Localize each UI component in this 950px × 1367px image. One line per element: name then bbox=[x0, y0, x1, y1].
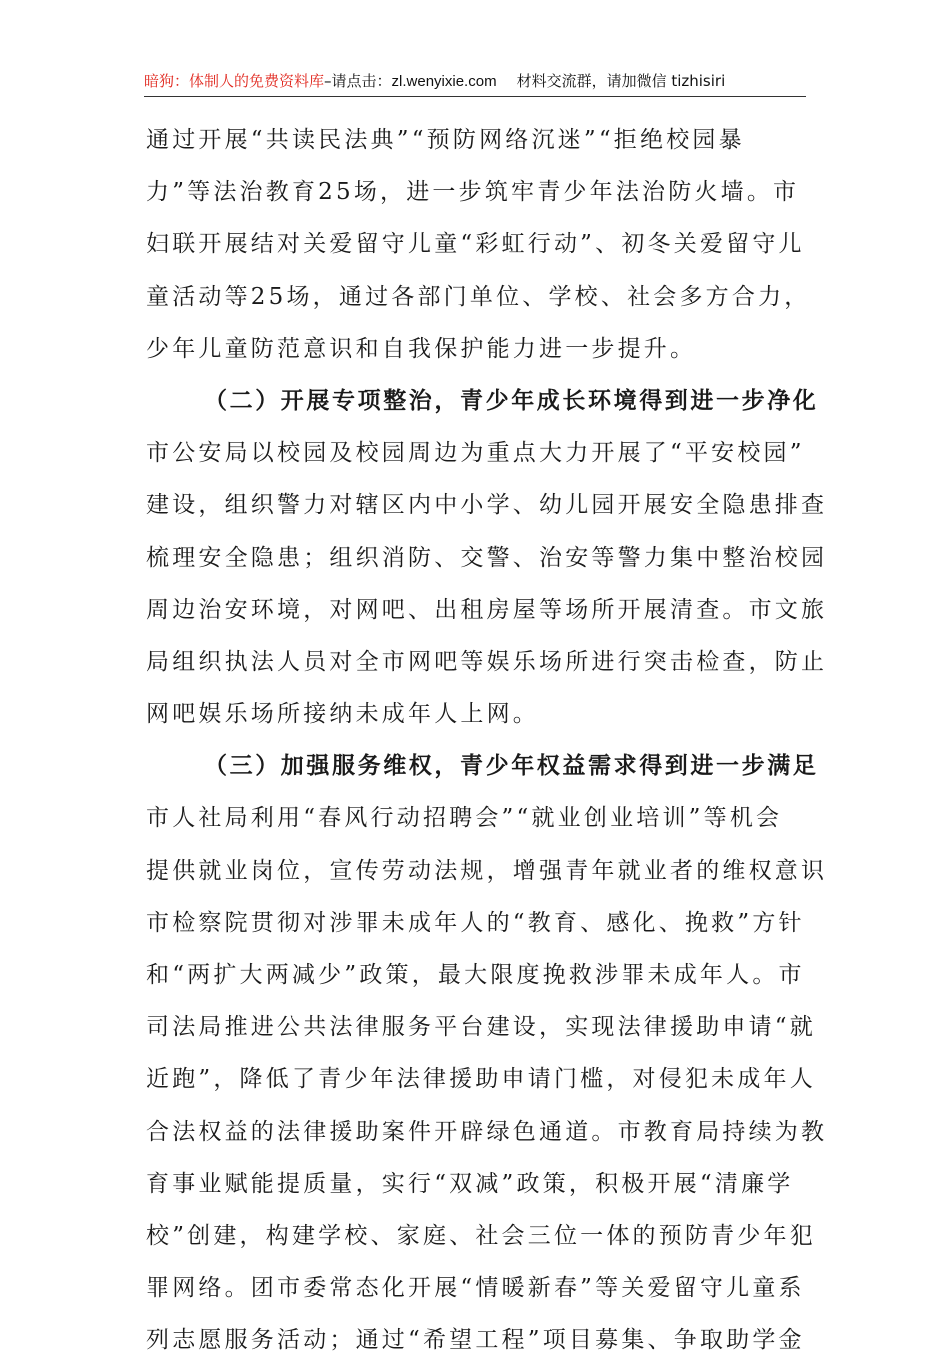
body-line: 局组织执法人员对全市网吧等娱乐场所进行突击检查，防止 bbox=[146, 648, 828, 675]
body-line: 合法权益的法律援助案件开辟绿色通道。市教育局持续为教 bbox=[146, 1118, 828, 1145]
body-line: 市公安局以校园及校园周边为重点大力开展了“平安校园” bbox=[146, 440, 805, 467]
body-line: 罪网络。团市委常态化开展“情暖新春”等关爱留守儿童系 bbox=[146, 1275, 805, 1302]
document-body bbox=[146, 114, 828, 1367]
body-line: 通过开展“共读民法典”“预防网络沉迷”“拒绝校园暴 bbox=[146, 127, 745, 153]
page-header bbox=[144, 66, 806, 96]
body-line: 司法局推进公共法律服务平台建设，实现法律援助申请“就 bbox=[146, 1014, 816, 1041]
body-line: 建设，组织警力对辖区内中小学、幼儿园开展安全隐患排查 bbox=[146, 492, 828, 519]
body-line: 网吧娱乐场所接纳未成年人上网。 bbox=[146, 701, 539, 728]
body-line: 和“两扩大两减少”政策，最大限度挽救涉罪未成年人。市 bbox=[146, 962, 805, 988]
body-line: 梳理安全隐患；组织消防、交警、治安等警力集中整治校园 bbox=[146, 544, 828, 571]
header-wechat-note: 材料交流群，请加微信 tizhisiri bbox=[516, 72, 726, 90]
body-line: 列志愿服务活动；通过“希望工程”项目募集、争取助学金 bbox=[146, 1327, 805, 1354]
section-heading-2: （二）开展专项整治，青少年成长环境得到进一步净化 bbox=[204, 386, 819, 414]
header-click-prompt: –请点击： bbox=[324, 72, 392, 90]
body-line: 近跑”，降低了青少年法律援助申请门槛，对侵犯未成年人 bbox=[146, 1066, 816, 1093]
body-line: 童活动等25场，通过各部门单位、学校、社会多方合力， bbox=[146, 283, 811, 310]
body-line: 提供就业岗位，宣传劳动法规，增强青年就业者的维权意识 bbox=[146, 857, 828, 884]
section-heading-3: （三）加强服务维权，青少年权益需求得到进一步满足 bbox=[204, 752, 819, 780]
header-divider bbox=[144, 96, 806, 97]
body-line: 市检察院贯彻对涉罪未成年人的“教育、感化、挽救”方针 bbox=[146, 909, 805, 936]
header-brand: 暗狗：体制人的免费资料库 bbox=[144, 72, 325, 90]
body-line: 少年儿童防范意识和自我保护能力进一步提升。 bbox=[146, 335, 697, 362]
body-line: 力”等法治教育25场，进一步筑牢青少年法治防火墙。市 bbox=[146, 179, 800, 206]
body-line: 校”创建，构建学校、家庭、社会三位一体的预防青少年犯 bbox=[146, 1222, 816, 1249]
body-line: 市人社局利用“春风行动招聘会”“就业创业培训”等机会 bbox=[146, 805, 783, 832]
body-line: 周边治安环境，对网吧、出租房屋等场所开展清查。市文旅 bbox=[146, 596, 828, 623]
header-url-link[interactable]: zl.wenyixie.com bbox=[391, 73, 497, 90]
body-line: 育事业赋能提质量，实行“双减”政策，积极开展“清廉学 bbox=[146, 1170, 794, 1197]
body-line: 妇联开展结对关爱留守儿童“彩虹行动”、初冬关爱留守儿 bbox=[146, 231, 805, 258]
